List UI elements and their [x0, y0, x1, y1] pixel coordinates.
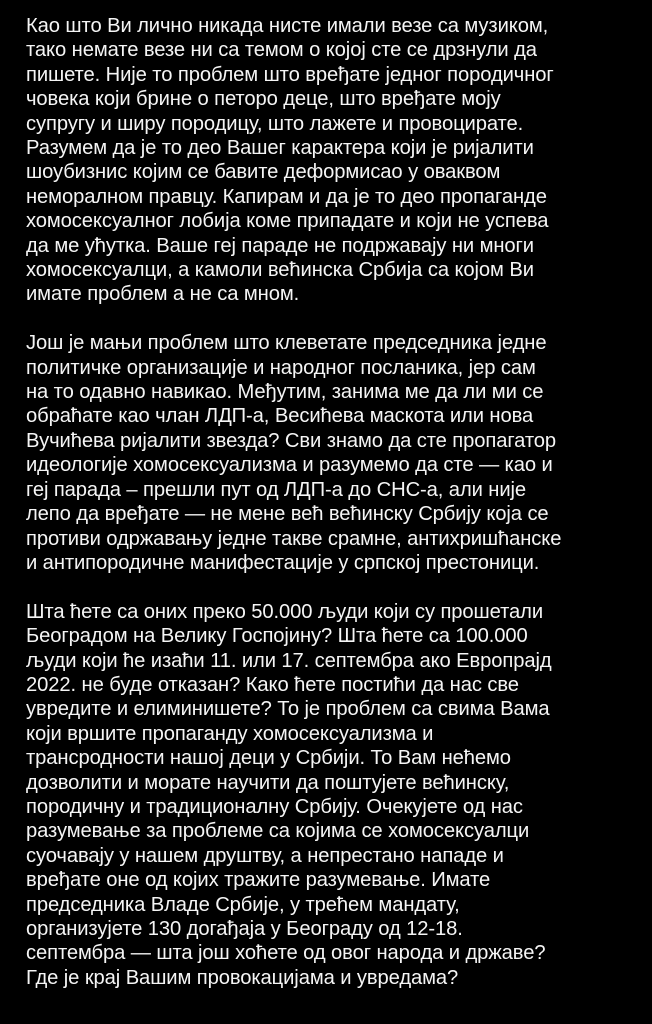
text-line: људи који ће изаћи 11. или 17. септембра ако Европрајд — [26, 649, 552, 672]
text-line: идеологије хомосексуализма и разумемо да сте — као и — [26, 454, 553, 477]
text-line: пишете. Није то проблем што вређате једног породичног — [26, 63, 554, 86]
text-line: Разумем да је то део Вашег карактера који је ријалити — [26, 137, 534, 160]
text-line: 2022. не буде отказан? Како ћете постићи да нас све — [26, 673, 519, 696]
text-line: геј парада – прешли пут од ЛДП-а до СНС-а, али није — [26, 478, 527, 501]
text-line: обраћате као члан ЛДП-а, Весићева маскота или нова — [26, 405, 534, 428]
paragraph-2 — [26, 331, 632, 575]
text-line: Још је мањи проблем што клеветате председника једне — [26, 332, 547, 355]
text-line: увредите и елиминишете? То је проблем са свима Вама — [26, 698, 550, 721]
text-line: организујете 130 догађаја у Београду од 12-18. — [26, 918, 463, 940]
text-line: суочавају у нашем друштву, а непрестано нападе и — [26, 844, 504, 867]
text-line: породичну и традиционалну Србију. Очекујете од нас — [26, 795, 523, 818]
text-line: Као што Ви лично никада нисте имали везе са музиком, — [26, 15, 549, 37]
text-line: противи одржавању једне такве срамне, антихришћанске — [26, 527, 562, 550]
paragraph-1 — [26, 14, 632, 307]
text-line: Вучићева ријалити звезда? Сви знамо да сте пропагатор — [26, 429, 557, 452]
text-line: септембра — шта још хоћете од овог народа и државе? — [26, 942, 546, 965]
text-line: хомосексуалци, а камоли већинска Србија са којом Ви — [26, 259, 534, 282]
text-line: супругу и ширу породицу, што лажете и провоцирате. — [26, 112, 524, 135]
text-line: да ме ућутка. Ваше геј параде не подржавају ни многи — [26, 234, 534, 257]
note-text-body — [26, 14, 632, 1015]
text-line: и антипородичне манифестације у српској престоници. — [26, 551, 540, 574]
text-line: шоубизнис којим се бавите деформисао у оваквом — [26, 161, 501, 184]
text-line: човека који брине о петоро деце, што вређате моју — [26, 88, 501, 111]
text-line: имате проблем а не са мном. — [26, 283, 300, 306]
text-line: хомосексуалног лобија коме припадате и који не успева — [26, 210, 549, 233]
text-line: разумевање за проблеме са којима се хомосексуалци — [26, 820, 530, 843]
text-line: Шта ћете са оних преко 50.000 људи који су прошетали — [26, 600, 543, 623]
text-line: неморалном правцу. Капирам и да је то део пропаганде — [26, 185, 547, 208]
text-line: који вршите пропаганду хомосексуализма и — [26, 722, 434, 745]
text-line: Београдом на Велику Госпојину? Шта ћете са 100.000 — [26, 625, 528, 648]
text-line: тако немате везе ни са темом о којој сте се дрзнули да — [26, 39, 537, 62]
paragraph-3 — [26, 600, 632, 991]
text-line: Где је крај Вашим провокацијама и увредама? — [26, 966, 459, 989]
text-line: дозволити и морате научити да поштујете већинску, — [26, 771, 510, 794]
text-line: вређате оне од којих тражите разумевање. Имате — [26, 869, 491, 892]
text-line: трансродности нашој деци у Србији. То Вам нећемо — [26, 747, 511, 770]
text-line: лепо да вређате — не мене већ већинску Србију која се — [26, 503, 549, 526]
text-line: председника Владе Србије, у трећем мандату, — [26, 893, 460, 916]
text-line: политичке организације и народног посланика, јер сам — [26, 356, 536, 379]
text-line: на то одавно навикао. Међутим, занима ме да ли ми се — [26, 381, 544, 404]
